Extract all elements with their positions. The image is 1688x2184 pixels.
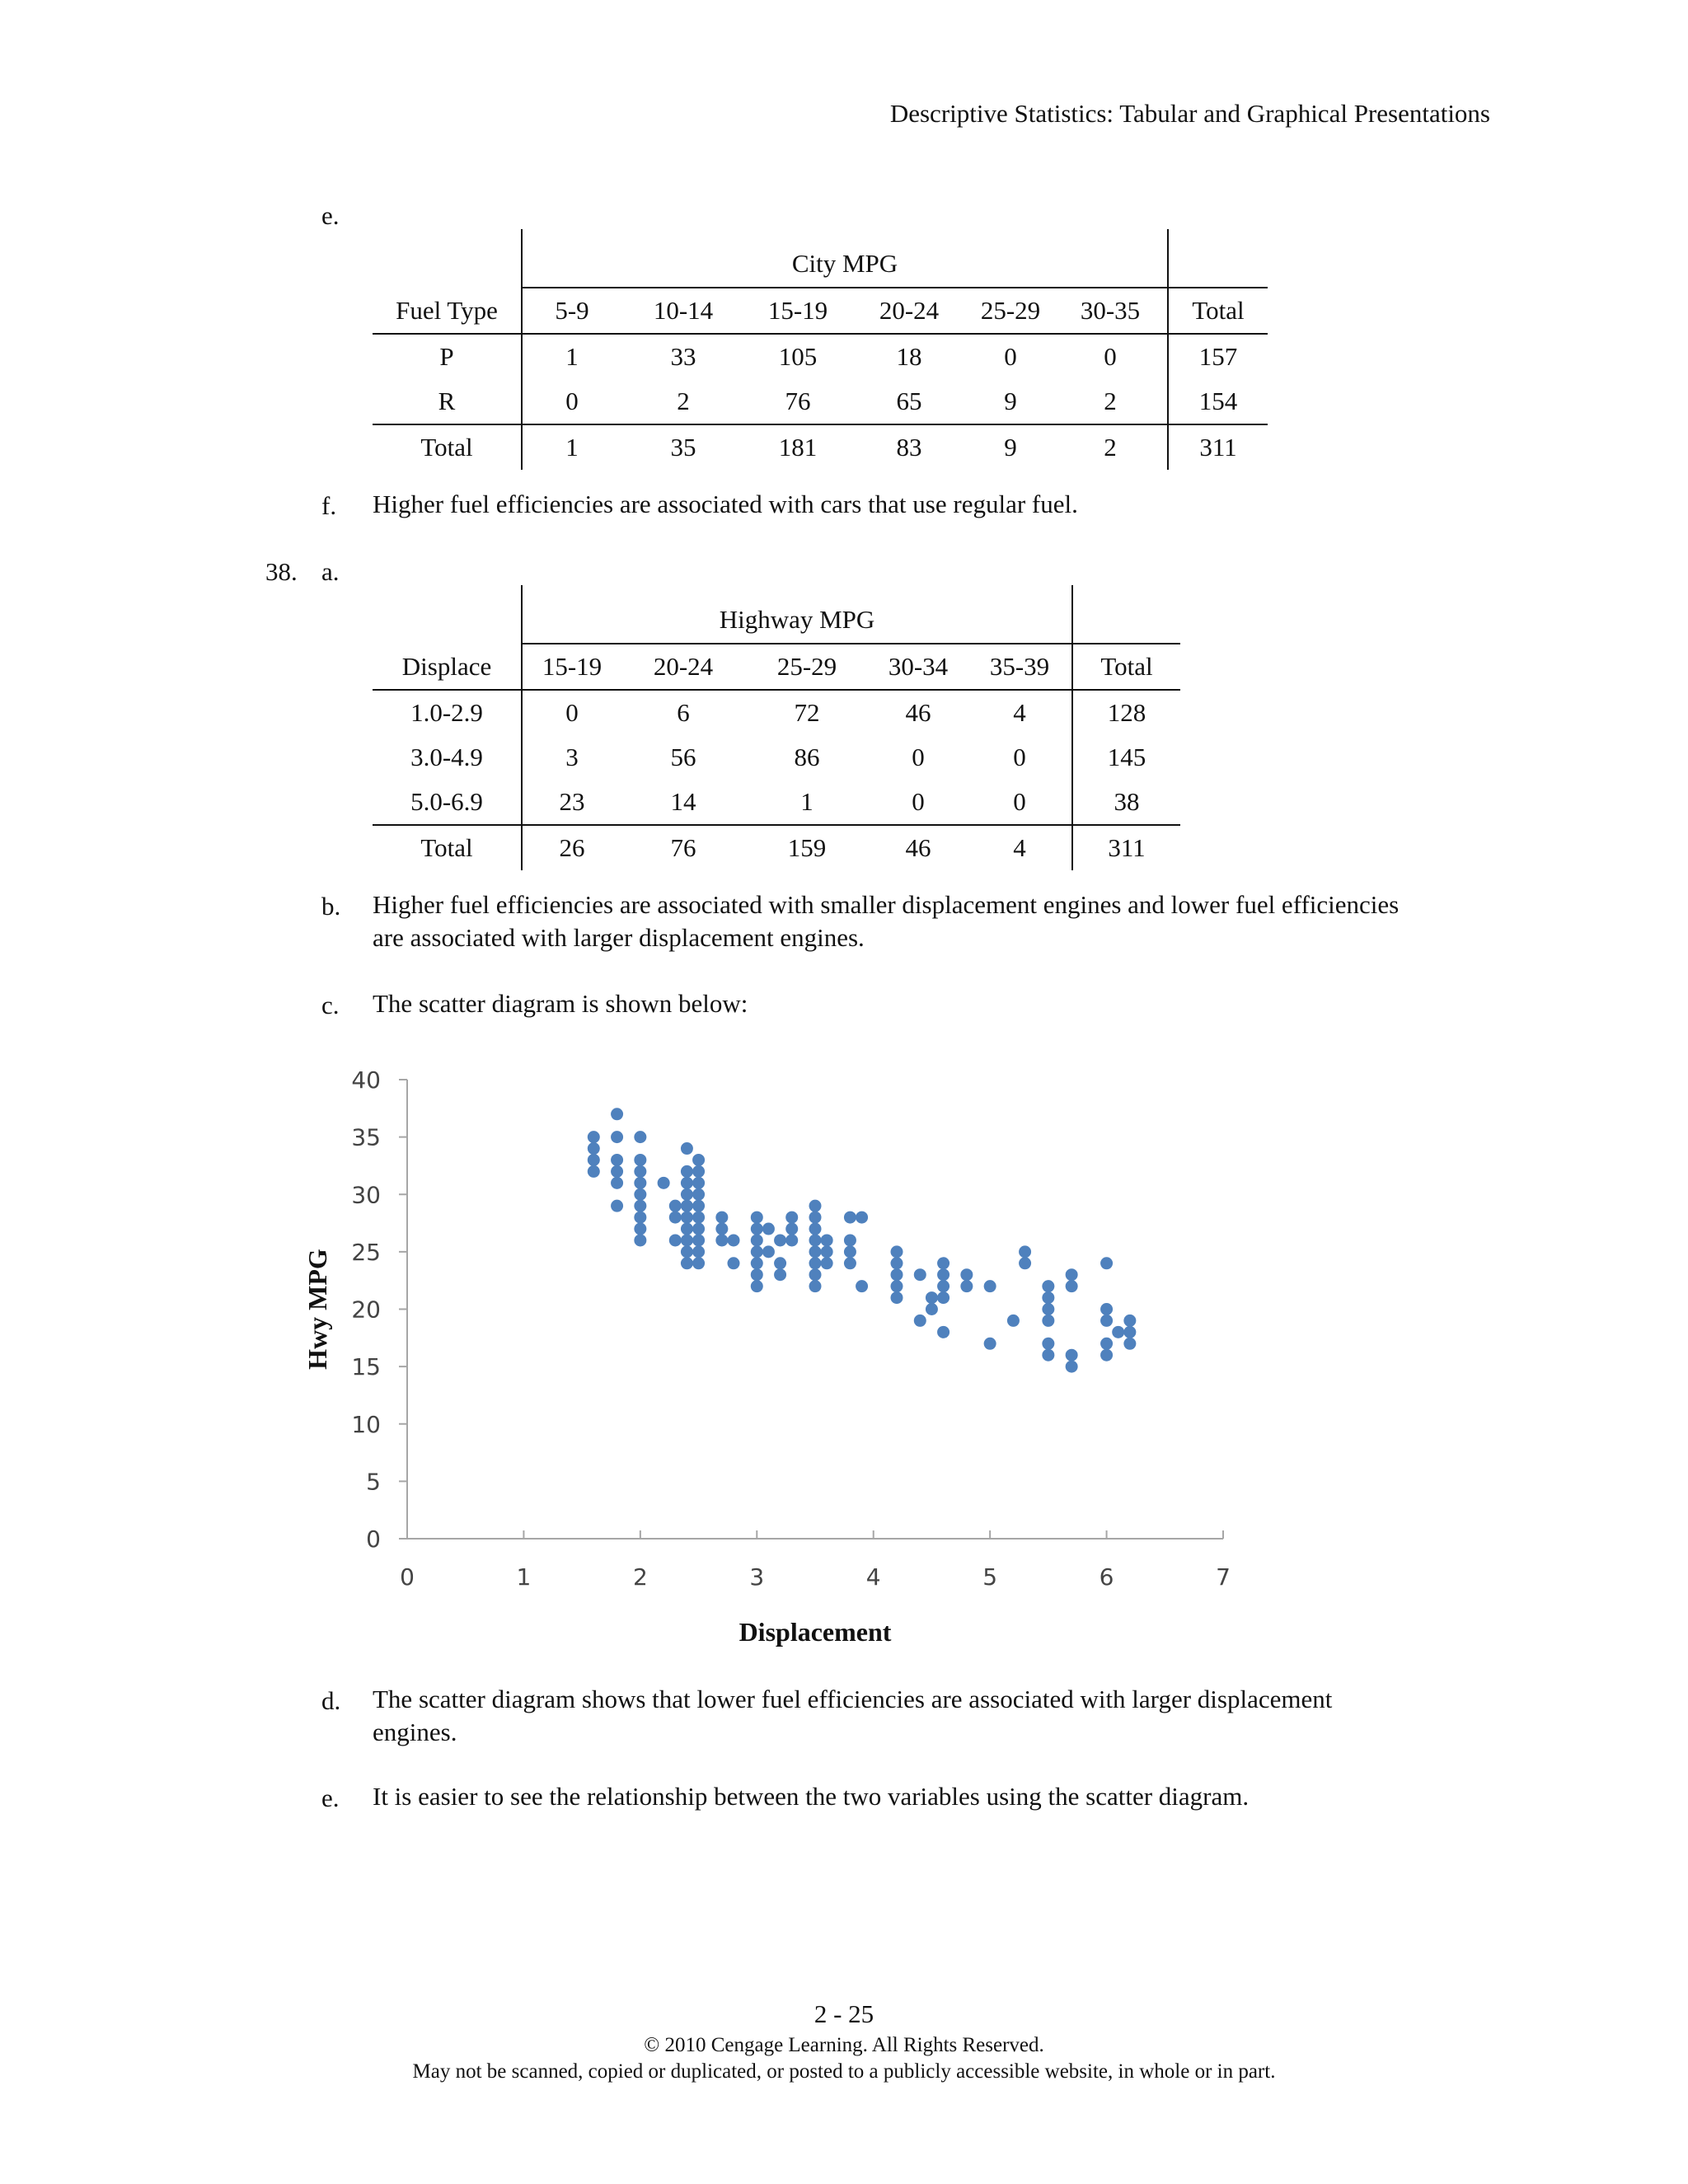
cell: 1: [745, 780, 869, 825]
col-header: 5-9: [522, 288, 621, 334]
data-point: [681, 1188, 693, 1201]
row-total: 145: [1072, 735, 1180, 780]
data-point: [692, 1257, 705, 1269]
cell: 35: [670, 433, 696, 462]
part-d-line: engines.: [373, 1718, 457, 1746]
cell: 0: [968, 780, 1072, 825]
cell: 9: [1004, 433, 1017, 462]
cell: 9: [968, 379, 1053, 424]
data-point: [1100, 1303, 1113, 1315]
data-point: [785, 1234, 798, 1246]
col-header: 15-19: [522, 644, 621, 690]
data-point: [1066, 1280, 1078, 1292]
cell: 105: [778, 342, 818, 371]
data-point: [1123, 1338, 1136, 1350]
data-point: [588, 1142, 600, 1155]
data-point: [809, 1245, 822, 1258]
total-header: Total: [1168, 288, 1268, 334]
cell: 83: [896, 433, 922, 462]
data-point: [1042, 1291, 1054, 1304]
col-header: 20-24: [851, 288, 968, 334]
data-point: [692, 1200, 705, 1212]
row-total: 38: [1072, 780, 1180, 825]
data-point: [891, 1280, 903, 1292]
y-tick-label: 15: [351, 1353, 381, 1381]
data-point: [611, 1177, 623, 1189]
data-point: [588, 1131, 600, 1143]
data-point: [1042, 1303, 1054, 1315]
problem-number: 38.: [265, 557, 298, 586]
cell: 3: [522, 735, 621, 780]
x-tick-label: 6: [1099, 1563, 1114, 1591]
cell: 2: [1053, 379, 1168, 424]
data-point: [692, 1177, 705, 1189]
data-point: [611, 1165, 623, 1178]
cell: 33: [670, 342, 696, 371]
data-point: [681, 1223, 693, 1235]
cell: 0: [869, 780, 968, 825]
data-point: [692, 1234, 705, 1246]
data-point: [1123, 1326, 1136, 1338]
cell: 76: [745, 379, 851, 424]
part-d-label: d.: [321, 1686, 341, 1715]
cell: 0: [912, 743, 925, 771]
data-point: [1066, 1268, 1078, 1281]
data-point: [821, 1257, 833, 1269]
col-header: 10-14: [621, 288, 745, 334]
row-label: 5.0-6.9: [373, 780, 522, 825]
col-header: 15-19: [745, 288, 851, 334]
part-a-label: a.: [321, 557, 340, 586]
data-point: [681, 1142, 693, 1155]
data-point: [762, 1245, 775, 1258]
part-b-line: are associated with larger displacement engines.: [373, 923, 865, 952]
data-point: [751, 1257, 763, 1269]
data-point: [634, 1131, 646, 1143]
cell: 181: [778, 433, 818, 462]
row-label: 1.0-2.9: [410, 698, 483, 727]
row-total: 157: [1168, 334, 1268, 379]
cell: 86: [794, 743, 820, 771]
data-point: [1042, 1338, 1054, 1350]
data-point: [1100, 1349, 1113, 1361]
data-point: [611, 1154, 623, 1166]
data-point: [634, 1154, 646, 1166]
data-point: [1066, 1361, 1078, 1373]
data-point: [926, 1303, 938, 1315]
data-point: [681, 1234, 693, 1246]
x-tick-label: 4: [865, 1563, 881, 1591]
part-e2-text: It is easier to see the relationship between the two variables using the scatter diagram.: [373, 1782, 1250, 1811]
cell: 1: [522, 334, 621, 379]
data-point: [1112, 1326, 1124, 1338]
cell: 18: [896, 342, 922, 371]
data-point: [669, 1200, 682, 1212]
data-point: [1066, 1349, 1078, 1361]
data-point: [692, 1188, 705, 1201]
x-tick-label: 0: [400, 1563, 415, 1591]
y-tick-label: 30: [351, 1181, 381, 1209]
col-header: 30-34: [869, 644, 968, 690]
data-point: [984, 1280, 996, 1292]
cell: 46: [905, 833, 931, 862]
data-point: [692, 1165, 705, 1178]
data-point: [634, 1188, 646, 1201]
data-point: [634, 1177, 646, 1189]
cell: 72: [794, 698, 820, 727]
data-point: [926, 1291, 938, 1304]
cell: 0: [1004, 342, 1017, 371]
data-point: [658, 1177, 670, 1189]
data-point: [891, 1245, 903, 1258]
row-label: Total: [420, 433, 473, 462]
page-number: 2 - 25: [814, 1999, 874, 2028]
data-point: [692, 1212, 705, 1224]
row-header: Fuel Type: [373, 288, 522, 334]
part-c-text: The scatter diagram is shown below:: [373, 989, 748, 1018]
cell: 4: [1013, 833, 1026, 862]
cell: 0: [522, 690, 621, 735]
data-point: [692, 1154, 705, 1166]
x-tick-label: 3: [749, 1563, 765, 1591]
data-point: [681, 1200, 693, 1212]
y-tick-label: 5: [366, 1468, 381, 1496]
data-point: [715, 1212, 728, 1224]
data-point: [692, 1245, 705, 1258]
data-point: [681, 1177, 693, 1189]
cell: 2: [621, 379, 745, 424]
data-point: [751, 1212, 763, 1224]
data-point: [891, 1257, 903, 1269]
row-header: Displace: [373, 644, 522, 690]
cell: 23: [522, 780, 621, 825]
data-point: [891, 1291, 903, 1304]
row-label: 3.0-4.9: [410, 743, 483, 771]
x-axis-label: Displacement: [738, 1617, 892, 1647]
part-f-text: Higher fuel efficiencies are associated with cars that use regular fuel.: [373, 490, 1078, 518]
data-point: [611, 1108, 623, 1120]
data-point: [681, 1257, 693, 1269]
data-point: [809, 1212, 822, 1224]
data-point: [844, 1257, 856, 1269]
data-point: [937, 1268, 950, 1281]
data-point: [751, 1280, 763, 1292]
x-tick-label: 2: [632, 1563, 648, 1591]
cell: 65: [851, 379, 968, 424]
y-tick-label: 10: [351, 1410, 381, 1438]
x-tick-label: 7: [1216, 1563, 1231, 1591]
data-point: [611, 1131, 623, 1143]
grand-total: 311: [1072, 825, 1180, 870]
row-label: P: [439, 342, 454, 371]
data-point: [984, 1338, 996, 1350]
cell: 4: [1013, 698, 1026, 727]
col-header: 35-39: [968, 644, 1072, 690]
data-point: [821, 1245, 833, 1258]
data-point: [1042, 1349, 1054, 1361]
data-point: [914, 1315, 926, 1327]
cell: 1: [522, 424, 621, 470]
data-point: [1100, 1315, 1113, 1327]
data-point: [785, 1212, 798, 1224]
data-point: [715, 1223, 728, 1235]
data-point: [1123, 1315, 1136, 1327]
y-tick-label: 0: [366, 1526, 381, 1553]
data-point: [728, 1234, 740, 1246]
data-point: [809, 1268, 822, 1281]
col-header: 25-29: [745, 644, 869, 690]
cell: 2: [1104, 433, 1117, 462]
data-point: [844, 1212, 856, 1224]
cell: 0: [1013, 743, 1026, 771]
data-point: [692, 1223, 705, 1235]
x-tick-label: 5: [982, 1563, 998, 1591]
data-point: [960, 1280, 973, 1292]
cell: 14: [621, 780, 745, 825]
data-point: [774, 1257, 786, 1269]
part-f-label: f.: [321, 491, 337, 520]
data-point: [588, 1165, 600, 1178]
data-point: [634, 1200, 646, 1212]
data-point: [937, 1280, 950, 1292]
data-point: [751, 1245, 763, 1258]
part-d-text: [373, 1683, 1332, 1749]
col-header: 25-29: [968, 288, 1053, 334]
data-point: [1019, 1245, 1031, 1258]
row-label: Total: [420, 833, 473, 862]
data-point: [809, 1257, 822, 1269]
row-label: R: [373, 379, 522, 424]
notice-line: May not be scanned, copied or duplicated, or posted to a publicly accessible website, in whole or in part.: [412, 2060, 1276, 2083]
data-point: [856, 1280, 868, 1292]
y-tick-label: 25: [351, 1238, 381, 1266]
data-point: [1042, 1280, 1054, 1292]
y-tick-label: 20: [351, 1296, 381, 1324]
data-point: [774, 1234, 786, 1246]
data-point: [751, 1268, 763, 1281]
data-point: [937, 1326, 950, 1338]
data-point: [1100, 1257, 1113, 1269]
part-b-label: b.: [321, 892, 341, 921]
data-point: [774, 1268, 786, 1281]
data-point: [728, 1257, 740, 1269]
y-tick-label: 35: [351, 1123, 381, 1151]
grand-total: 311: [1168, 424, 1268, 470]
x-tick-label: 1: [516, 1563, 532, 1591]
data-point: [681, 1212, 693, 1224]
data-point: [937, 1291, 950, 1304]
copyright-line: © 2010 Cengage Learning. All Rights Reserved.: [644, 2034, 1044, 2056]
data-point: [751, 1234, 763, 1246]
row-total: 154: [1168, 379, 1268, 424]
cell: 0: [1104, 342, 1117, 371]
cell: 26: [522, 825, 621, 870]
part-e2-label: e.: [321, 1783, 340, 1812]
row-total: 128: [1072, 690, 1180, 735]
data-point: [937, 1257, 950, 1269]
data-point: [844, 1245, 856, 1258]
data-point: [588, 1154, 600, 1166]
data-point: [634, 1165, 646, 1178]
data-point: [681, 1165, 693, 1178]
part-e-label: e.: [321, 201, 340, 230]
data-point: [960, 1268, 973, 1281]
data-point: [762, 1223, 775, 1235]
data-point: [611, 1200, 623, 1212]
part-d-line: The scatter diagram shows that lower fuel efficiencies are associated with larger displacement: [373, 1685, 1333, 1713]
part-c-label: c.: [321, 991, 340, 1019]
data-point: [856, 1212, 868, 1224]
cell: 76: [670, 833, 696, 862]
cell: 159: [787, 833, 827, 862]
cell: 6: [677, 698, 690, 727]
data-point: [669, 1212, 682, 1224]
data-point: [634, 1212, 646, 1224]
data-point: [1019, 1257, 1031, 1269]
data-point: [809, 1234, 822, 1246]
data-point: [1100, 1338, 1113, 1350]
data-point: [914, 1268, 926, 1281]
data-point: [669, 1234, 682, 1246]
data-point: [634, 1223, 646, 1235]
data-point: [681, 1245, 693, 1258]
data-point: [809, 1200, 822, 1212]
total-header: Total: [1072, 644, 1180, 690]
col-header: 20-24: [621, 644, 745, 690]
cell: 0: [522, 379, 621, 424]
page-header: Descriptive Statistics: Tabular and Graphical Presentations: [889, 99, 1490, 128]
data-point: [715, 1234, 728, 1246]
cell: 46: [905, 698, 931, 727]
y-axis-label: Hwy MPG: [302, 1249, 332, 1370]
data-point: [1007, 1315, 1020, 1327]
data-point: [634, 1234, 646, 1246]
data-point: [1042, 1315, 1054, 1327]
highway-mpg-title: Highway MPG: [522, 585, 1072, 644]
city-mpg-title: City MPG: [522, 229, 1168, 288]
y-tick-label: 40: [351, 1066, 381, 1094]
data-point: [809, 1223, 822, 1235]
data-point: [821, 1234, 833, 1246]
col-header: 30-35: [1053, 288, 1168, 334]
data-point: [785, 1223, 798, 1235]
data-point: [751, 1223, 763, 1235]
cell: 56: [670, 743, 696, 771]
part-b-line: Higher fuel efficiencies are associated with smaller displacement engines and lower fuel efficiencies: [373, 890, 1400, 919]
data-point: [844, 1234, 856, 1246]
data-point: [809, 1280, 822, 1292]
data-point: [891, 1268, 903, 1281]
